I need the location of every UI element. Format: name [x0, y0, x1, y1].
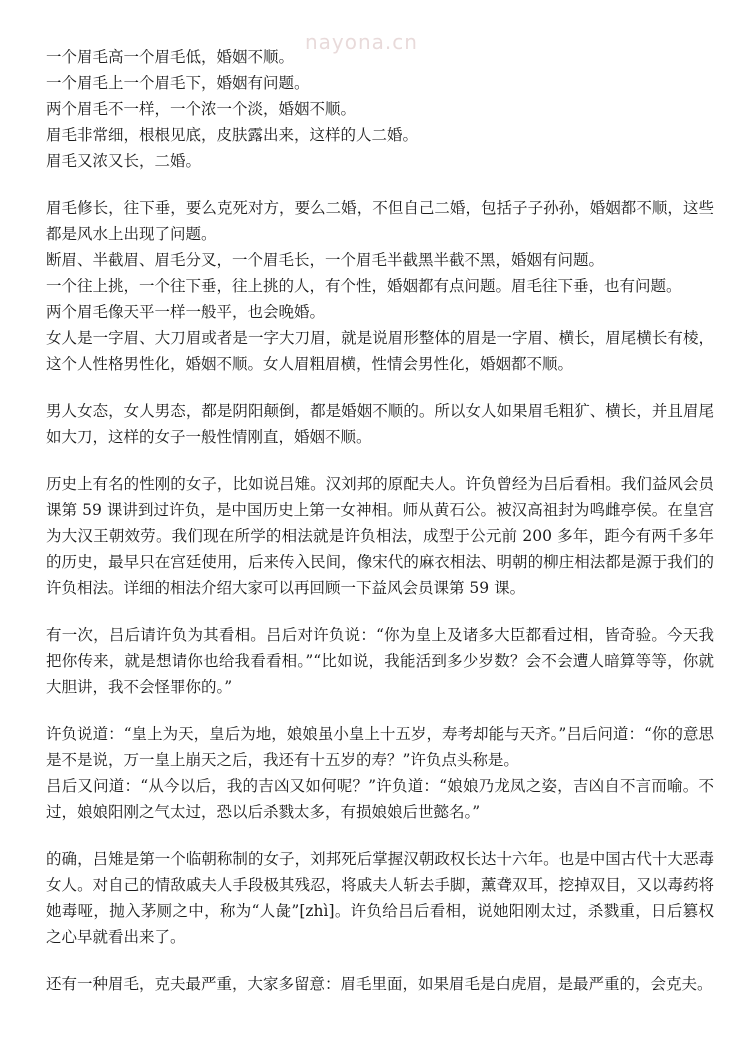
section-7 — [46, 846, 714, 950]
section-2 — [46, 195, 714, 377]
paragraph: 男人女态，女人男态，都是阴阳颠倒，都是婚姻不顺的。所以女人如果眉毛粗犷、横长，并且眉尾如大刀，这样的女子一般性情刚直，婚姻不顺。 — [46, 402, 714, 446]
document-body — [46, 44, 714, 997]
section-8 — [46, 971, 714, 997]
text-line: 眉毛又浓又长，二婚。 — [46, 152, 202, 170]
text-line: 一个往上挑，一个往下垂，往上挑的人，有个性，婚姻都有点问题。眉毛往下垂，也有问题。 — [46, 277, 682, 295]
paragraph: 有一次，吕后请许负为其看相。吕后对许负说：“你为皇上及诸多大臣都看过相，皆奇验。今天我把你传来，就是想请你也给我看看相。”“比如说，我能活到多少岁数？会不会遭人暗算等等，你就大胆讲，我不会怪罪你的。” — [46, 626, 714, 696]
section-3 — [46, 398, 714, 450]
watermark: nayona.cn — [305, 30, 418, 54]
section-6 — [46, 721, 714, 825]
text-line: 还有一种眉毛，克夫最严重，大家多留意：眉毛里面，如果眉毛是白虎眉，是最严重的，会克夫。 — [46, 975, 713, 993]
section-1 — [46, 44, 714, 174]
text-line: 一个眉毛高一个眉毛低，婚姻不顺。 — [46, 48, 295, 66]
paragraph: 眉毛修长，往下垂，要么克死对方，要么二婚，不但自己二婚，包括子子孙孙，婚姻都不顺，这些都是风水上出现了问题。 — [46, 199, 714, 243]
paragraph: 吕后又问道：“从今以后，我的吉凶又如何呢？”许负道：“娘娘乃龙凤之姿，吉凶自不言而喻。不过，娘娘阳刚之气太过，恐以后杀戮太多，有损娘娘后世懿名。” — [46, 777, 714, 821]
text-line: 两个眉毛不一样，一个浓一个淡，婚姻不顺。 — [46, 100, 357, 118]
text-line: 一个眉毛上一个眉毛下，婚姻有问题。 — [46, 74, 310, 92]
paragraph: 历史上有名的性刚的女子，比如说吕雉。汉刘邦的原配夫人。许负曾经为吕后看相。我们益风会员课第 59 课讲到过许负，是中国历史上第一女神相。师从黄石公。被汉高祖封为鸣雌亭侯。在皇宫为大汉王朝效劳。我们现在所学的相法就是许负相法，成型于公元前 200 多年，距今有两千多年的历史，最早只在宫廷使用，后来传入民间，像宋代的麻衣相法、明朝的柳庄相法都是源于我们的许负相法。详细的相法介绍大家可以再回顾一下益风会员课第 59 课。 — [46, 475, 714, 597]
paragraph: 许负说道：“皇上为天，皇后为地，娘娘虽小皇上十五岁，寿考却能与天齐。”吕后问道：“你的意思是不是说，万一皇上崩天之后，我还有十五岁的寿？”许负点头称是。 — [46, 725, 714, 769]
paragraph: 的确，吕雉是第一个临朝称制的女子，刘邦死后掌握汉朝政权长达十六年。也是中国古代十大恶毒女人。对自己的情敌戚夫人手段极其残忍，将戚夫人斩去手脚，薰聋双耳，挖掉双目，又以毒药将她毒哑，抛入茅厕之中，称为“人彘”[zhì]。许负给吕后看相，说她阳刚太过，杀戮重，日后篡权之心早就看出来了。 — [46, 850, 714, 946]
text-line: 两个眉毛像天平一样一般平，也会晚婚。 — [46, 303, 326, 321]
section-4 — [46, 471, 714, 601]
text-line: 眉毛非常细，根根见底，皮肤露出来，这样的人二婚。 — [46, 126, 419, 144]
text-line: 断眉、半截眉、眉毛分叉，一个眉毛长，一个眉毛半截黑半截不黑，婚姻有问题。 — [46, 251, 605, 269]
paragraph: 女人是一字眉、大刀眉或者是一字大刀眉，就是说眉形整体的眉是一字眉、横长，眉尾横长有棱，这个人性格男性化，婚姻不顺。女人眉粗眉横，性情会男性化，婚姻都不顺。 — [46, 329, 714, 373]
section-5 — [46, 622, 714, 700]
